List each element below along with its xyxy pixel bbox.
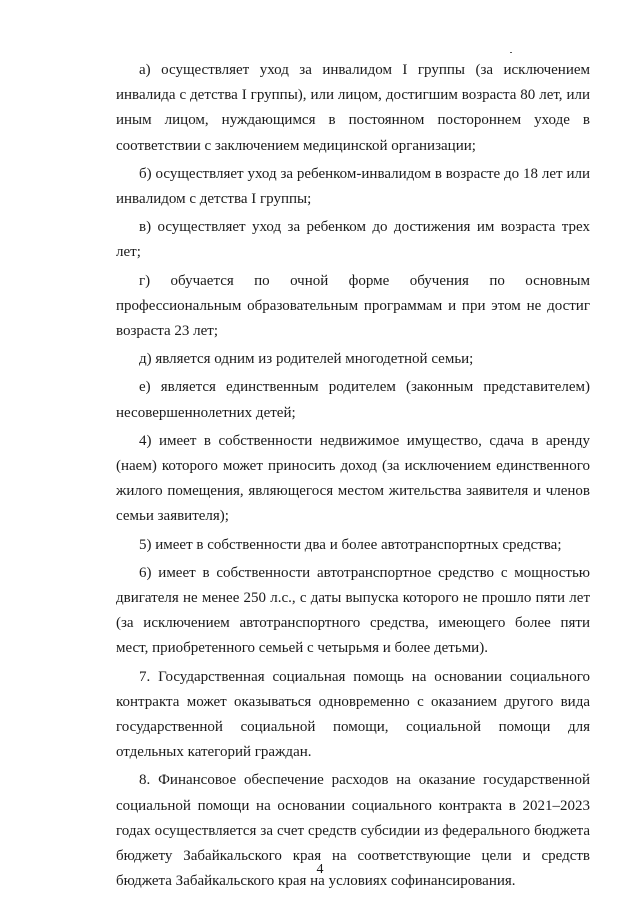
paragraph-item-4: 4) имеет в собственности недвижимое имущество, сдача в аренду (наем) которого может приносить доход (за исключением единственного жилого помещения, являющегося местом жительства заявителя и членов семьи заявителя); (116, 432, 590, 525)
paragraph-a: а) осуществляет уход за инвалидом I группы (за исключением инвалида с детства I группы), или лицом, достигшим возраста 80 лет, или иным лицом, нуждающимся в постоянном постороннем уходе в соответствии с заключением медицинской организации; (116, 62, 590, 154)
paragraph-item-5: 5) имеет в собственности два и более автотранспортных средства; (139, 536, 562, 553)
paragraph-item-6: 6) имеет в собственности автотранспортное средство с мощностью двигателя не менее 250 л.с., с даты выпуска которого не прошло пяти лет (за исключением автотранспортного средства, имеющего более пяти мест, приобретенного семьей с четырьмя и более детьми). (116, 564, 590, 657)
paragraph-section-8: 8. Финансовое обеспечение расходов на оказание государственной социальной помощи на основании социального контракта в 2021–2023 годах осуществляется за счет средств субсидии из федерального бюджета бюджету Забайкальского края на соответствующие цели и средств бюджета Забайкальского края на условиях софинансирования. (116, 772, 590, 890)
paragraph-e: е) является единственным родителем (законным представителем) несовершеннолетних детей; (116, 379, 590, 421)
paragraph-v: в) осуществляет уход за ребенком до достижения им возраста трех лет; (116, 219, 590, 261)
paragraph-b: б) осуществляет уход за ребенком-инвалидом в возрасте до 18 лет или инвалидом с детства I группы; (116, 165, 590, 208)
paragraph-d: д) является одним из родителей многодетной семьи; (139, 351, 474, 368)
scan-speck (510, 52, 512, 53)
paragraph-g: г) обучается по очной форме обучения по основным профессиональным образовательным программам и при этом не достиг возраста 23 лет; (116, 272, 590, 340)
paragraph-section-7: 7. Государственная социальная помощь на основании социального контракта может оказываться одновременно с оказанием другого вида государственной социальной помощи, социальной помощи для отдельных категорий граждан. (116, 668, 590, 761)
page-number: 4 (316, 862, 324, 877)
document-body (116, 58, 590, 895)
